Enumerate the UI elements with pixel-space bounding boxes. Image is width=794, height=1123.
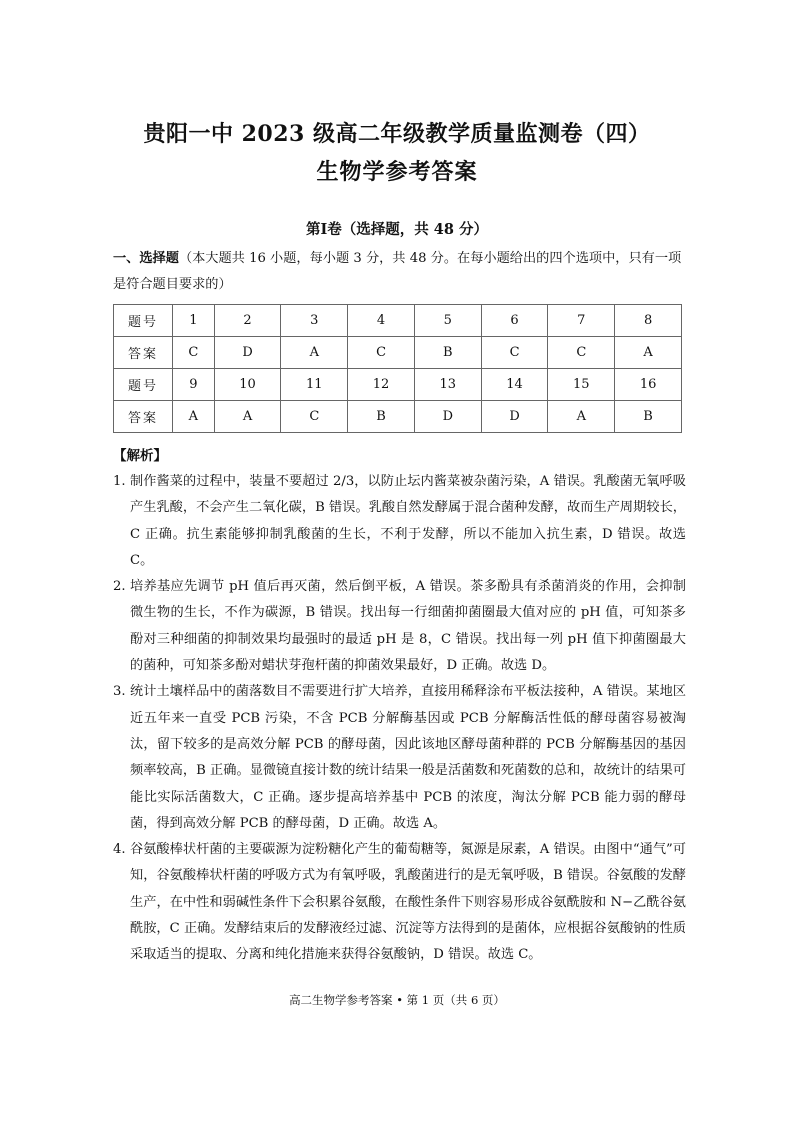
question-number: 13 [414, 369, 481, 401]
answer-cell: B [414, 337, 481, 369]
question-number: 4 [348, 305, 415, 337]
item-text: 培养基应先调节 pH 值后再灭菌，然后倒平板，A 错误。茶多酚具有杀菌消炎的作用，会抑制微生物的生长，不作为碳源，B 错误。找出每一行细菌抑菌圈最大值对应的 pH 值，可知茶多酚对三种细菌的抑制效果均最强时的最适 pH 是 8，C 错误。找出每一列 pH 值下抑菌圈最大的菌种，可知茶多酚对蜡状芽孢杆菌的抑菌效果最好，D 正确。故选 D。 [130, 579, 686, 674]
question-number: 7 [548, 305, 615, 337]
intro-text: （本大题共 16 小题，每小题 3 分，共 48 分。在每小题给出的四个选项中，只有一项是符合题目要求的） [113, 251, 682, 292]
analysis-item-3 [113, 679, 686, 837]
answer-cell: D [414, 401, 481, 433]
question-number: 1 [173, 305, 215, 337]
answer-cell: C [173, 337, 215, 369]
table-row-answers-1 [114, 337, 682, 369]
section-title [0, 218, 794, 239]
question-intro [113, 246, 685, 298]
item-number: 1. [113, 474, 126, 489]
answer-cell: C [481, 337, 548, 369]
answer-label: 答案 [114, 337, 173, 369]
page-footer: 高二生物学参考答案 • 第 1 页（共 6 页） [289, 993, 505, 1007]
item-number: 2. [113, 579, 126, 595]
answer-cell: A [281, 337, 348, 369]
question-number: 12 [348, 369, 415, 401]
number-label: 题号 [114, 369, 173, 401]
table-row-numbers-1 [114, 305, 682, 337]
question-number: 16 [615, 369, 682, 401]
document-title: 贵阳一中 2023 级高二年级教学质量监测卷（四） [143, 121, 651, 147]
answer-cell: D [214, 337, 281, 369]
answer-cell: B [615, 401, 682, 433]
question-number: 2 [214, 305, 281, 337]
answer-cell: B [348, 401, 415, 433]
answer-cell: D [481, 401, 548, 433]
analysis-list [113, 469, 686, 969]
question-number: 9 [173, 369, 215, 401]
number-label: 题号 [114, 305, 173, 337]
question-number: 10 [214, 369, 281, 401]
table-row-answers-2 [114, 401, 682, 433]
question-number: 8 [615, 305, 682, 337]
answer-table [113, 304, 682, 433]
analysis-item-1 [113, 469, 686, 574]
item-number: 4. [113, 842, 126, 858]
answer-cell: A [173, 401, 215, 433]
answer-cell: C [281, 401, 348, 433]
document-subtitle: 生物学参考答案 [316, 159, 478, 185]
question-number: 14 [481, 369, 548, 401]
intro-heading: 一、选择题 [113, 251, 179, 266]
answer-label: 答案 [114, 401, 173, 433]
question-number: 15 [548, 369, 615, 401]
question-number: 11 [281, 369, 348, 401]
analysis-heading: 【解析】 [113, 448, 167, 464]
answer-cell: A [548, 401, 615, 433]
item-text: 谷氨酸棒状杆菌的主要碳源为淀粉糖化产生的葡萄糖等，氮源是尿素，A 错误。由图中“通气”可知，谷氨酸棒状杆菌的呼吸方式为有氧呼吸，乳酸菌进行的是无氧呼吸，B 错误。谷氨酸的发酵生产，在中性和弱碱性条件下会积累谷氨酸，在酸性条件下则容易形成谷氨酰胺和 N−乙酰谷氨酰胺，C 正确。发酵结束后的发酵液经过滤、沉淀等方法得到的是菌体，应根据谷氨酸钠的性质采取适当的提取、分离和纯化措施来获得谷氨酸钠，D 错误。故选 C。 [130, 842, 686, 963]
section-title-text: 第Ⅰ卷（选择题，共 48 分） [305, 221, 489, 238]
item-number: 3. [113, 684, 126, 700]
answer-cell: C [548, 337, 615, 369]
analysis-item-4 [113, 837, 686, 968]
answer-cell: A [615, 337, 682, 369]
answer-cell: A [214, 401, 281, 433]
analysis-item-2 [113, 574, 686, 679]
question-number: 5 [414, 305, 481, 337]
item-text: 制作酱菜的过程中，装量不要超过 2/3，以防止坛内酱菜被杂菌污染，A 错误。乳酸菌无氧呼吸产生乳酸，不会产生二氧化碳，B 错误。乳酸自然发酵属于混合菌种发酵，故而生产周期较长，C 正确。抗生素能够抑制乳酸菌的生长，不利于发酵，所以不能加入抗生素，D 错误。故选 C。 [130, 474, 686, 568]
answer-cell: C [348, 337, 415, 369]
table-row-numbers-2 [114, 369, 682, 401]
item-text: 统计土壤样品中的菌落数目不需要进行扩大培养，直接用稀释涂布平板法接种，A 错误。某地区近五年来一直受 PCB 污染，不含 PCB 分解酶基因或 PCB 分解酶活性低的酵母菌容易被淘汰，留下较多的是高效分解 PCB 的酵母菌，因此该地区酵母菌种群的 PCB 分解酶基因的基因频率较高，B 正确。显微镜直接计数的统计结果一般是活菌数和死菌数的总和，故统计的结果可能比实际活菌数大，C 正确。逐步提高培养基中 PCB 的浓度，淘汰分解 PCB 能力弱的酵母菌，得到高效分解 PCB 的酵母菌，D 正确。故选 A。 [130, 684, 686, 831]
question-number: 6 [481, 305, 548, 337]
question-number: 3 [281, 305, 348, 337]
